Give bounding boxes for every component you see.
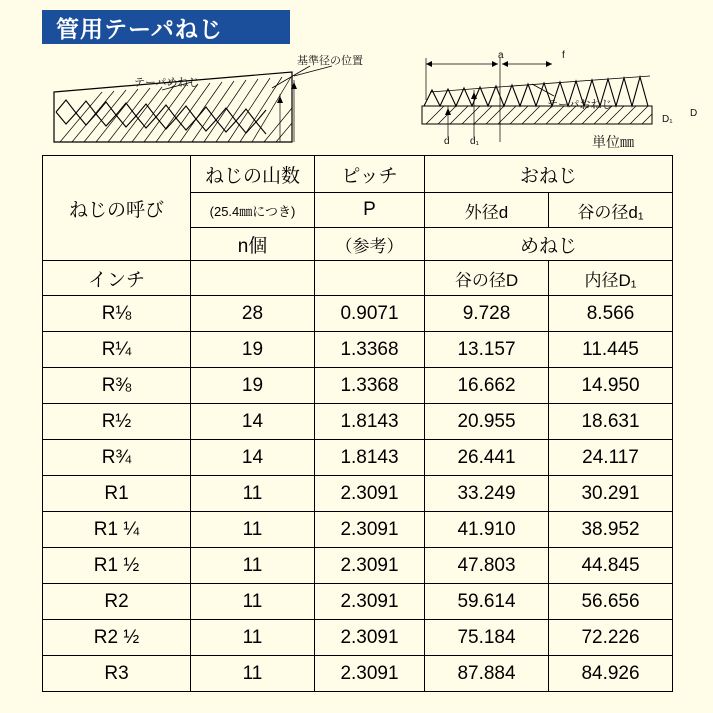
- cell-thread-designation: R2 ½: [43, 620, 191, 656]
- figure-label-f: f: [562, 50, 565, 61]
- table-row: [43, 620, 673, 656]
- figure-label-a: a: [498, 50, 504, 61]
- cell-pitch: 2.3091: [315, 584, 425, 620]
- header-female-thread-group: めねじ: [425, 228, 673, 261]
- cell-thread-designation: R2: [43, 584, 191, 620]
- header-thread-designation-inch: インチ: [43, 261, 191, 296]
- header-female-inner-diameter-D1: 内径D₁: [549, 261, 673, 296]
- cell-pitch: 2.3091: [315, 620, 425, 656]
- table-row: [43, 656, 673, 692]
- cell-thread-designation: R1: [43, 476, 191, 512]
- table-row: [43, 512, 673, 548]
- cell-outer-diameter: 26.441: [425, 440, 549, 476]
- cell-root-diameter: 8.566: [549, 296, 673, 332]
- cell-thread-designation: R½: [43, 404, 191, 440]
- thread-spec-table: [42, 155, 673, 692]
- cell-outer-diameter: 13.157: [425, 332, 549, 368]
- cell-threads-count: 11: [191, 512, 315, 548]
- cell-thread-designation: R3: [43, 656, 191, 692]
- table-row: [43, 296, 673, 332]
- cell-outer-diameter: 33.249: [425, 476, 549, 512]
- cell-root-diameter: 14.950: [549, 368, 673, 404]
- header-male-outer-diameter-d: 外径d: [425, 193, 549, 228]
- header-threads-count-line2: (25.4㎜につき): [191, 193, 315, 228]
- unit-label: 単位㎜: [592, 134, 634, 150]
- cell-thread-designation: R⅜: [43, 368, 191, 404]
- cell-outer-diameter: 9.728: [425, 296, 549, 332]
- thread-diagram: [42, 50, 698, 150]
- header-pitch-line1: ピッチ: [315, 156, 425, 193]
- header-male-thread-group: おねじ: [425, 156, 673, 193]
- cell-threads-count: 11: [191, 584, 315, 620]
- cell-threads-count: 14: [191, 440, 315, 476]
- cell-outer-diameter: 59.614: [425, 584, 549, 620]
- header-pitch-blank: [315, 261, 425, 296]
- cell-pitch: 1.8143: [315, 440, 425, 476]
- cell-threads-count: 28: [191, 296, 315, 332]
- header-pitch-line3: （参考）: [315, 228, 425, 261]
- cell-outer-diameter: 16.662: [425, 368, 549, 404]
- header-threads-count-blank: [191, 261, 315, 296]
- cell-outer-diameter: 75.184: [425, 620, 549, 656]
- table-body: [43, 296, 673, 692]
- cell-pitch: 0.9071: [315, 296, 425, 332]
- figure-label-tapered-internal: テーパめねじ: [134, 77, 200, 89]
- table-header-row-1: [43, 156, 673, 193]
- cell-threads-count: 11: [191, 548, 315, 584]
- table-row: [43, 368, 673, 404]
- cell-outer-diameter: 87.884: [425, 656, 549, 692]
- header-male-root-diameter-d1: 谷の径d₁: [549, 193, 673, 228]
- table-row: [43, 548, 673, 584]
- figure-label-reference-diameter: 基準径の位置: [297, 55, 363, 67]
- cell-pitch: 1.8143: [315, 404, 425, 440]
- cell-root-diameter: 72.226: [549, 620, 673, 656]
- cell-pitch: 2.3091: [315, 656, 425, 692]
- cell-thread-designation: R⅛: [43, 296, 191, 332]
- cell-pitch: 1.3368: [315, 368, 425, 404]
- figure-label-D: D: [690, 108, 698, 119]
- cell-pitch: 2.3091: [315, 476, 425, 512]
- table-row: [43, 476, 673, 512]
- cell-pitch: 2.3091: [315, 548, 425, 584]
- header-female-root-diameter-D: 谷の径D: [425, 261, 549, 296]
- table-row: [43, 584, 673, 620]
- cell-root-diameter: 30.291: [549, 476, 673, 512]
- header-pitch-line2: P: [315, 193, 425, 228]
- header-threads-count-line3: n個: [191, 228, 315, 261]
- cell-threads-count: 11: [191, 656, 315, 692]
- cell-thread-designation: R¾: [43, 440, 191, 476]
- cell-root-diameter: 11.445: [549, 332, 673, 368]
- cell-threads-count: 14: [191, 404, 315, 440]
- table-row: [43, 440, 673, 476]
- page-title-bar: [42, 10, 290, 44]
- cell-root-diameter: 18.631: [549, 404, 673, 440]
- cell-outer-diameter: 20.955: [425, 404, 549, 440]
- page-title: 管用テーパねじ: [56, 15, 223, 42]
- figure-label-D1: D₁: [662, 114, 673, 125]
- cell-outer-diameter: 47.803: [425, 548, 549, 584]
- cell-pitch: 1.3368: [315, 332, 425, 368]
- cell-threads-count: 19: [191, 332, 315, 368]
- cell-thread-designation: R1 ½: [43, 548, 191, 584]
- table-header: [43, 156, 673, 296]
- table-header-row-4: [43, 261, 673, 296]
- figure-label-tapered-external: テーパおねじ: [547, 99, 613, 111]
- cell-thread-designation: R¼: [43, 332, 191, 368]
- cell-root-diameter: 84.926: [549, 656, 673, 692]
- header-threads-count-line1: ねじの山数: [191, 156, 315, 193]
- cell-thread-designation: R1 ¼: [43, 512, 191, 548]
- cell-root-diameter: 56.656: [549, 584, 673, 620]
- cell-threads-count: 11: [191, 620, 315, 656]
- table-row: [43, 332, 673, 368]
- header-thread-designation: ねじの呼び: [43, 156, 191, 261]
- table-row: [43, 404, 673, 440]
- figure-label-d: d: [444, 136, 450, 147]
- cell-threads-count: 19: [191, 368, 315, 404]
- cell-outer-diameter: 41.910: [425, 512, 549, 548]
- cell-root-diameter: 44.845: [549, 548, 673, 584]
- figure-label-d1: d₁: [470, 136, 479, 147]
- cell-pitch: 2.3091: [315, 512, 425, 548]
- cell-root-diameter: 24.117: [549, 440, 673, 476]
- cell-root-diameter: 38.952: [549, 512, 673, 548]
- cell-threads-count: 11: [191, 476, 315, 512]
